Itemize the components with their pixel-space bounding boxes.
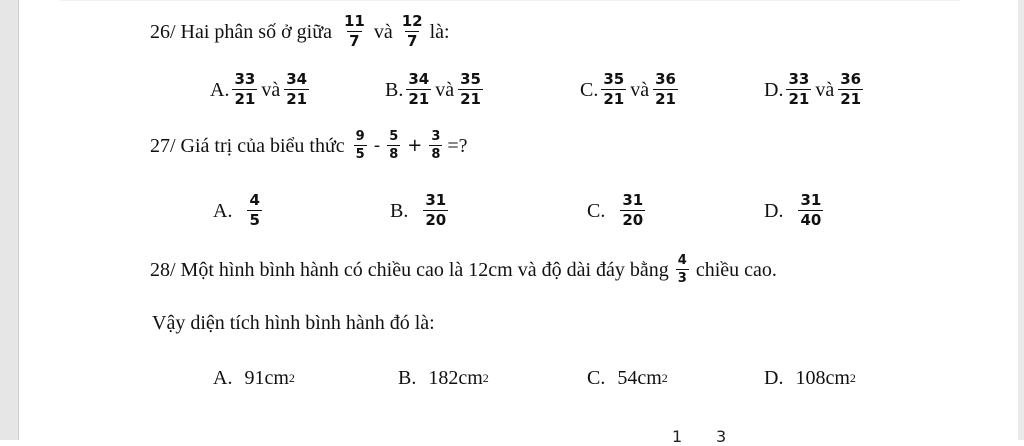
footer-number-2: 3 [716,427,727,446]
question-28-text: 28/ Một hình bình hành có chiều cao là 12cm và độ dài đáy bằng [150,258,669,281]
question-27-text: 27/ Giá trị của biểu thức [150,134,345,157]
fraction-11-7: $\frac{11}{7}$ [343,12,365,50]
question-26-tail: là: [429,20,450,43]
question-27: 27/ Giá trị của biểu thức $\frac{9}{5}$ - $\frac{5}{8}$ + $\frac{3}{8}$ =? [150,129,468,162]
q26-option-a: A. $\frac{33}{21}$ và $\frac{34}{21}$ [210,70,308,108]
fraction-12-7: $\frac{12}{7}$ [401,12,423,50]
question-28-line2: Vậy diện tích hình bình hành đó là: [152,312,435,334]
top-edge [60,0,960,1]
q28-option-d: D. 108cm 2 [764,367,856,389]
q28-option-c: C. 54cm 2 [587,367,668,389]
q27-option-a: A. $\frac{4}{5}$ [213,191,260,229]
question-26 [150,14,450,49]
q27-option-c: C. $\frac{31}{20}$ [587,191,644,229]
q27-option-d: D. $\frac{31}{40}$ [764,191,822,229]
right-border [1018,0,1024,440]
q28-option-a: A. 91cm 2 [213,367,295,389]
q26-option-c: C. $\frac{35}{21}$ và $\frac{36}{21}$ [580,70,676,108]
left-border [0,0,19,440]
q28-option-b: B. 182cm 2 [398,367,489,389]
question-28: 28/ Một hình bình hành có chiều cao là 12cm và độ dài đáy bằng $\frac{4}{3}$ chiều cao. [150,253,777,286]
fraction-4-3: $\frac{4}{3}$ [677,253,687,286]
question-26-and: và [373,20,393,43]
q26-option-d: D. $\frac{33}{21}$ và $\frac{36}{21}$ [764,70,862,108]
q26-option-b: B. $\frac{34}{21}$ và $\frac{35}{21}$ [385,70,481,108]
question-26-text: 26/ Hai phân số ở giữa [150,20,332,43]
q27-option-b: B. $\frac{31}{20}$ [390,191,447,229]
footer-number-1: 1 [672,427,683,446]
